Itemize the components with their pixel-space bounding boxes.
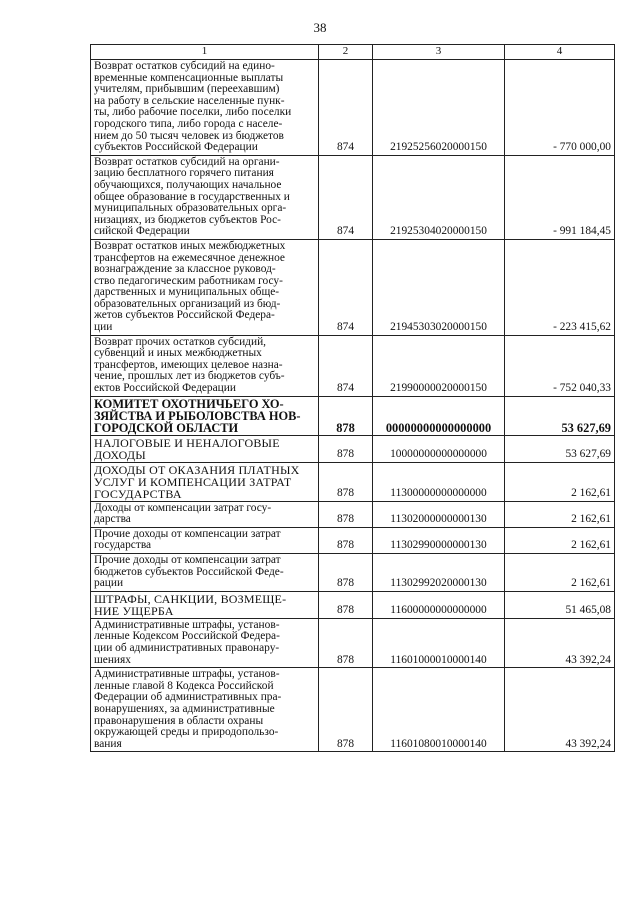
- row-kbk-cell: 11300000000000000: [373, 462, 505, 501]
- table-row: [91, 501, 615, 527]
- row-kbk-cell: 11302992020000130: [373, 554, 505, 592]
- row-name-cell: Возврат остатков субсидий на едино- временные компенсационные выплаты учителям, прибывшим (переехавшим) на работу в сельские населенные пунк- ты, либо рабочие поселки, либо поселки городского типа, либо города с населе- нием до 50 тысяч человек из бюджетов субъектов Российской Федерации: [91, 60, 319, 156]
- table-row: [91, 435, 615, 462]
- row-name-cell: Доходы от компенсации затрат госу- дарства: [91, 501, 319, 527]
- row-code-cell: 878: [319, 527, 373, 553]
- row-kbk-cell: 00000000000000000: [373, 396, 505, 435]
- row-kbk-cell: 21925256020000150: [373, 60, 505, 156]
- page-number: 38: [313, 20, 327, 35]
- row-kbk-cell: 10000000000000000: [373, 435, 505, 462]
- row-code-cell: 878: [319, 396, 373, 435]
- row-code-cell: 878: [319, 554, 373, 592]
- row-kbk-cell: 11601080010000140: [373, 668, 505, 752]
- row-sum-cell: - 752 040,33: [505, 335, 615, 396]
- row-sum-cell: 2 162,61: [505, 501, 615, 527]
- row-sum-cell: 51 465,08: [505, 591, 615, 618]
- row-sum-cell: 43 392,24: [505, 668, 615, 752]
- row-name-cell: ДОХОДЫ ОТ ОКАЗАНИЯ ПЛАТНЫХ УСЛУГ И КОМПЕНСАЦИИ ЗАТРАТ ГОСУДАРСТВА: [91, 462, 319, 501]
- row-sum-cell: - 770 000,00: [505, 60, 615, 156]
- budget-table-body: [91, 45, 615, 752]
- column-header-2: 2: [319, 45, 373, 60]
- table-row: [91, 239, 615, 335]
- column-header-3: 3: [373, 45, 505, 60]
- row-name-cell: Возврат остатков иных межбюджетных трансфертов на ежемесячное денежное вознаграждение за классное руковод- ство педагогическим работникам госу- дарственных и муниципальных обще- образовательных организаций из бюд- жетов субъектов Российской Федера- ции: [91, 239, 319, 335]
- row-code-cell: 874: [319, 335, 373, 396]
- row-sum-cell: - 223 415,62: [505, 239, 615, 335]
- row-name-cell: ШТРАФЫ, САНКЦИИ, ВОЗМЕЩЕ- НИЕ УЩЕРБА: [91, 591, 319, 618]
- row-name-cell: Возврат прочих остатков субсидий, субвенций и иных межбюджетных трансфертов, имеющих целевое назна- чение, прошлых лет из бюджетов субъ- ектов Российской Федерации: [91, 335, 319, 396]
- row-code-cell: 878: [319, 668, 373, 752]
- row-name-cell: НАЛОГОВЫЕ И НЕНАЛОГОВЫЕ ДОХОДЫ: [91, 435, 319, 462]
- table-row: [91, 591, 615, 618]
- table-row: [91, 155, 615, 239]
- row-name-cell: Прочие доходы от компенсации затрат бюджетов субъектов Российской Феде- рации: [91, 554, 319, 592]
- row-kbk-cell: 21945303020000150: [373, 239, 505, 335]
- table-header-row: [91, 45, 615, 60]
- row-kbk-cell: 11601000010000140: [373, 618, 505, 667]
- row-code-cell: 878: [319, 501, 373, 527]
- row-sum-cell: 53 627,69: [505, 435, 615, 462]
- row-code-cell: 878: [319, 618, 373, 667]
- row-sum-cell: 2 162,61: [505, 554, 615, 592]
- row-name-cell: Административные штрафы, установ- ленные Кодексом Российской Федера- ции об административных правонару- шениях: [91, 618, 319, 667]
- row-code-cell: 878: [319, 591, 373, 618]
- row-code-cell: 874: [319, 155, 373, 239]
- column-header-4: 4: [505, 45, 615, 60]
- row-sum-cell: 2 162,61: [505, 527, 615, 553]
- row-name-cell: Прочие доходы от компенсации затрат государства: [91, 527, 319, 553]
- table-row: [91, 396, 615, 435]
- table-row: [91, 527, 615, 553]
- row-code-cell: 878: [319, 462, 373, 501]
- column-header-1: 1: [91, 45, 319, 60]
- table-row: [91, 60, 615, 156]
- row-sum-cell: 53 627,69: [505, 396, 615, 435]
- table-row: [91, 668, 615, 752]
- row-kbk-cell: 11302990000000130: [373, 527, 505, 553]
- row-kbk-cell: 21990000020000150: [373, 335, 505, 396]
- budget-table: [90, 44, 615, 752]
- row-name-cell: Административные штрафы, установ- ленные главой 8 Кодекса Российской Федерации об административных пра- вонарушениях, за административные правонарушения в области охраны окружающей среды и природопользо- вания: [91, 668, 319, 752]
- row-sum-cell: 2 162,61: [505, 462, 615, 501]
- row-kbk-cell: 11302000000000130: [373, 501, 505, 527]
- row-sum-cell: 43 392,24: [505, 618, 615, 667]
- row-code-cell: 878: [319, 435, 373, 462]
- row-sum-cell: - 991 184,45: [505, 155, 615, 239]
- row-code-cell: 874: [319, 60, 373, 156]
- row-code-cell: 874: [319, 239, 373, 335]
- table-row: [91, 618, 615, 667]
- table-row: [91, 335, 615, 396]
- row-kbk-cell: 21925304020000150: [373, 155, 505, 239]
- row-kbk-cell: 11600000000000000: [373, 591, 505, 618]
- row-name-cell: Возврат остатков субсидий на органи- зацию бесплатного горячего питания обучающихся, получающих начальное общее образование в государственных и муниципальных образовательных орга- низациях, из бюджетов субъектов Рос- сийской Федерации: [91, 155, 319, 239]
- table-row: [91, 462, 615, 501]
- table-row: [91, 554, 615, 592]
- row-name-cell: КОМИТЕТ ОХОТНИЧЬЕГО ХО- ЗЯЙСТВА И РЫБОЛОВСТВА НОВ- ГОРОДСКОЙ ОБЛАСТИ: [91, 396, 319, 435]
